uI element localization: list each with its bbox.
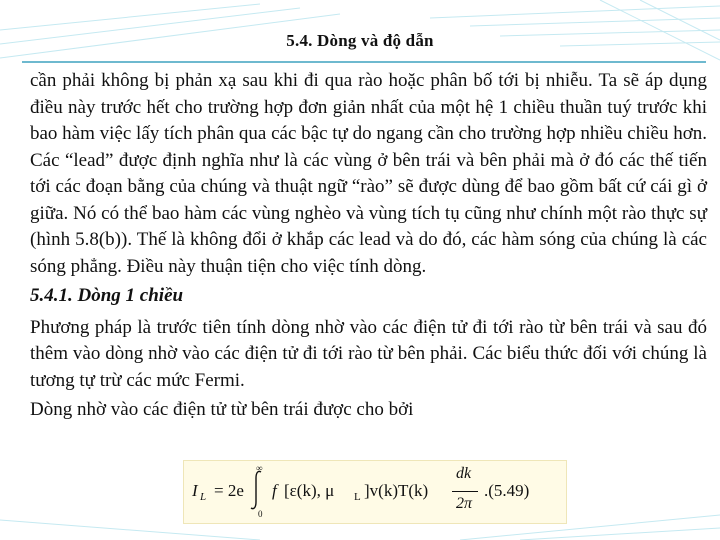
slide-body: [30, 68, 707, 424]
equation-5-49: [184, 461, 566, 523]
integral-lower-limit: 0: [258, 509, 263, 519]
body-paragraph-1: cần phải không bị phản xạ sau khi đi qua rào hoặc phân bố tới bị nhiễu. Ta sẽ áp dụng điều này trước hết cho trường hợp đơn giản nhất của một hệ 1 chiều thuần tuý trước khi bao hàm việc lấy tích phân qua các bậc tự do ngang cần cho trường hợp nhiều chiều hơn. Các “lead” được định nghĩa như là các vùng ở bên trái và bên phải mà ở đó các thế tiến tới các đoạn bằng của chúng và thuật ngữ “rào” sẽ được dùng để bao gồm bất cứ cái gì ở giữa. Nó có thể bao hàm các vùng nghèo và vùng tích tụ cũng như chính một rào thực sự (hình 5.8(b)). Thế là không đổi ở khắp các lead và do đó, các hàm sóng của chúng là các sóng phẳng. Điều này thuận tiện cho việc tính dòng.: [30, 70, 707, 277]
formula-f: f: [272, 481, 277, 500]
formula-fraction-numerator: dk: [456, 465, 472, 482]
formula-mu-subscript: L: [354, 491, 361, 503]
formula-equation-number: .(5.49): [484, 481, 530, 500]
body-paragraph-2: Phương pháp là trước tiên tính dòng nhờ vào các điện tử đi tới rào từ bên trái và sau đó thêm vào dòng nhờ vào các điện tử đi tới rào từ bên phải. Các biểu thức đối với chúng là tương tự trừ các mức Fermi.: [30, 316, 707, 391]
formula-integrand-rest: ]v(k)T(k): [364, 481, 429, 500]
slide-title: 5.4. Dòng và độ dẫn: [286, 31, 434, 50]
formula-integrand-args: [ε(k), μ: [284, 481, 335, 500]
formula-lhs-subscript: L: [200, 491, 207, 503]
body-paragraph-3: Dòng nhờ vào các điện tử từ bên trái được cho bởi: [30, 399, 414, 420]
formula-fraction-bar: [452, 491, 478, 492]
formula-lhs: I: [192, 481, 198, 500]
formula-box: [183, 460, 567, 524]
formula-fraction-denominator: 2π: [456, 495, 473, 512]
section-subheading: 5.4.1. Dòng 1 chiều: [30, 285, 184, 306]
formula-equals: = 2e: [214, 481, 244, 500]
integral-upper-limit: ∞: [256, 463, 263, 473]
integral-sign-icon: [248, 469, 264, 511]
